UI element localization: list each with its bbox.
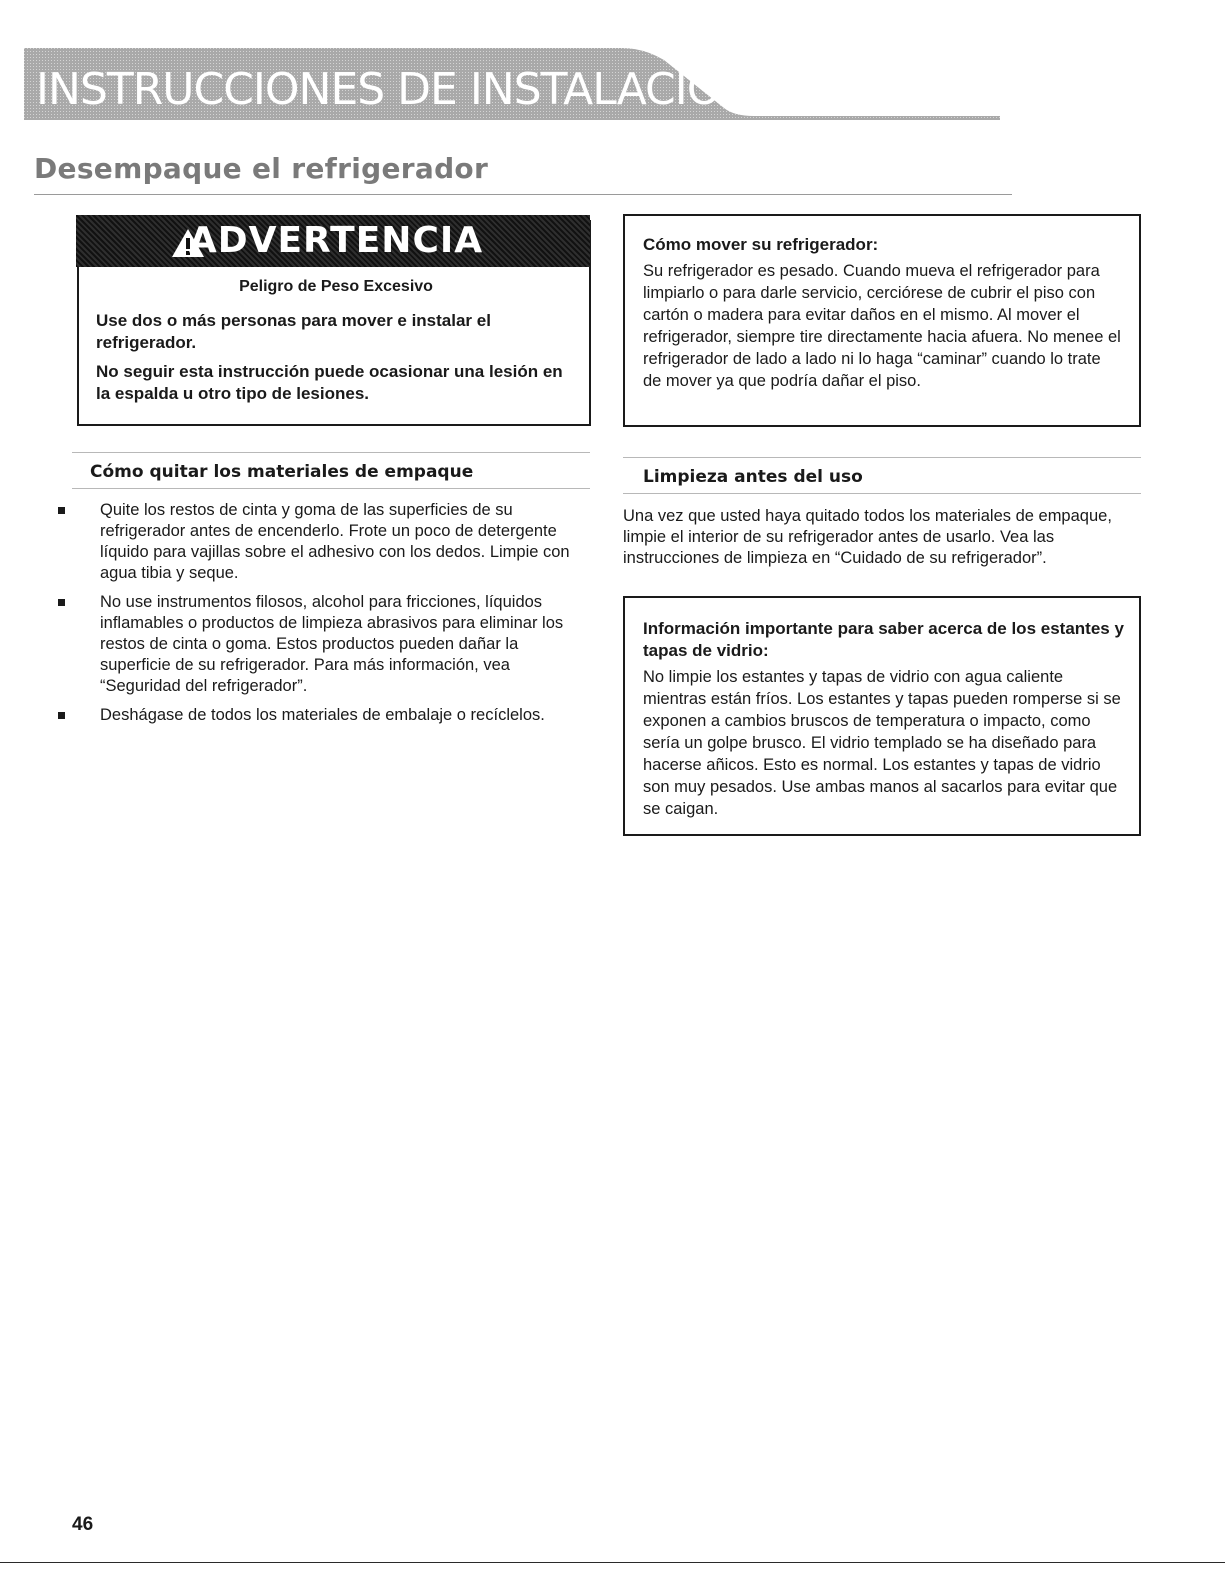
- header-banner: [24, 48, 1000, 120]
- removing-heading: Cómo quitar los materiales de empaque: [90, 462, 474, 482]
- bullet-icon: [58, 712, 65, 719]
- warning-hazard: Peligro de Peso Excesivo: [239, 278, 433, 295]
- moving-body: Su refrigerador es pesado. Cuando mueva el refrigerador para limpiarlo o para darle servicio, cerciórese de cubrir el piso con cartón o madera para evitar daños en el mismo. Al mover el refrigerador, siempre tire directamente hacia afuera. No menee el refrigerador de lado a lado ni lo haga “caminar” cuando lo trate de mover ya que podría dañar el piso.: [643, 262, 1121, 390]
- list-item: No use instrumentos filosos, alcohol para fricciones, líquidos inflamables o productos de limpieza abrasivos para eliminar los restos de cinta o goma. Estos productos pueden dañar la superficie de su refrigerador. Para más información, vea “Seguridad del refrigerador”.: [58, 592, 588, 697]
- warning-line-1: Use dos o más personas para mover e instalar el refrigerador.: [96, 311, 491, 352]
- section-divider: [34, 194, 1012, 195]
- moving-box: [623, 214, 1141, 427]
- page-number: 46: [72, 1514, 94, 1535]
- subsection-rule-bottom: [72, 488, 590, 489]
- bottom-rule: [0, 1562, 1225, 1563]
- shelves-body: No limpie los estantes y tapas de vidrio con agua caliente mientras están fríos. Los estantes y tapas pueden romperse si se exponen a cambios bruscos de temperatura o impacto, como sería un golpe brusco. El vidrio templado se ha diseñado para hacerse añicos. Esto es normal. Los estantes y tapas de vidrio son muy pesados. Use ambas manos al sacarlos para evitar que se caigan.: [643, 668, 1121, 818]
- cleaning-body: Una vez que usted haya quitado todos los materiales de empaque, limpie el interior de su refrigerador antes de usarlo. Vea las instrucciones de limpieza en “Cuidado de su refrigerador”.: [623, 507, 1112, 567]
- bullet-icon: [58, 599, 65, 606]
- moving-title: Cómo mover su refrigerador:: [643, 235, 879, 254]
- shelves-title: Información importante para saber acerca de los estantes y tapas de vidrio:: [643, 619, 1124, 660]
- warning-label: ADVERTENCIA: [188, 220, 484, 261]
- banner-title: INSTRUCCIONES DE INSTALACIÓN: [36, 64, 753, 115]
- section-title: Desempaque el refrigerador: [34, 152, 489, 185]
- shelves-box: [623, 596, 1141, 836]
- subsection-rule-top: [72, 452, 590, 453]
- warning-line-2: No seguir esta instrucción puede ocasionar una lesión en la espalda u otro tipo de lesiones.: [96, 362, 563, 403]
- cleaning-heading: Limpieza antes del uso: [643, 467, 863, 487]
- removing-list: [58, 500, 588, 734]
- bullet-icon: [58, 507, 65, 514]
- subsection-rule-bottom: [623, 493, 1141, 494]
- list-item: Deshágase de todos los materiales de embalaje o recíclelos.: [58, 705, 588, 726]
- subsection-rule-top: [623, 457, 1141, 458]
- list-item: Quite los restos de cinta y goma de las superficies de su refrigerador antes de encenderlo. Frote un poco de detergente líquido para vajillas sobre el adhesivo con los dedos. Limpie con agua tibia y seque.: [58, 500, 588, 584]
